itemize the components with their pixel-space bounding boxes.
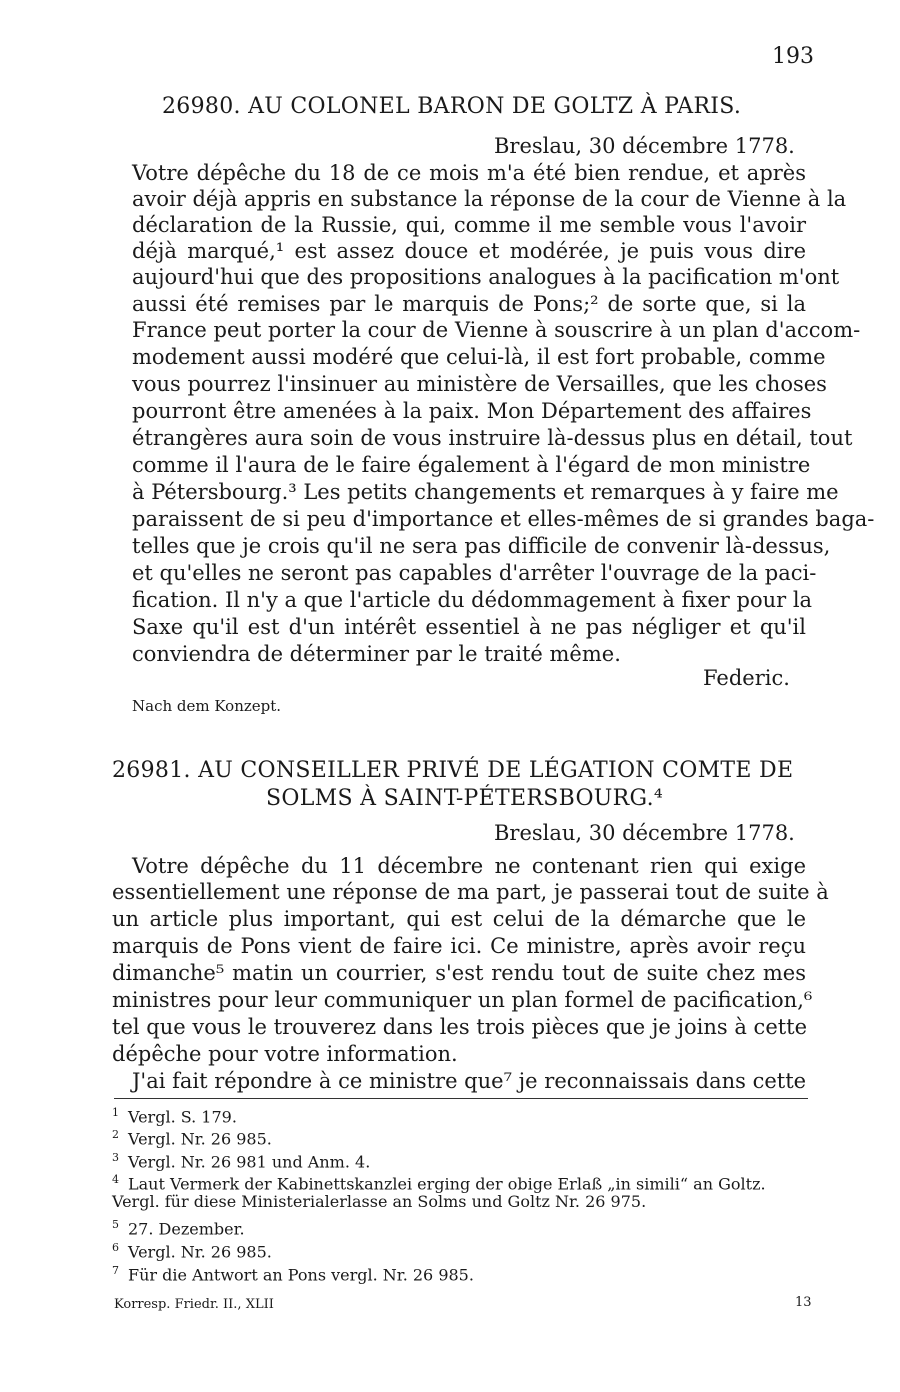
body-line: tel que vous le trouverez dans les trois pièces que je joins à cette: [112, 1015, 808, 1039]
footnote: 2 Vergl. Nr. 26 985.: [112, 1128, 272, 1149]
footnote: Vergl. für diese Ministerialerlasse an Solms und Goltz Nr. 26 975.: [112, 1192, 647, 1211]
body-line: Votre dépêche du 18 de ce mois m'a été bien rendue, et après: [132, 161, 806, 185]
letter-heading: 26980. AU COLONEL BARON DE GOLTZ À PARIS.: [162, 94, 742, 119]
footnote: 6 Vergl. Nr. 26 985.: [112, 1241, 272, 1262]
dateline: Breslau, 30 décembre 1778.: [494, 134, 795, 158]
body-line: dépêche pour votre information.: [112, 1042, 458, 1066]
footnote: 5 27. Dezember.: [112, 1218, 245, 1239]
body-line: un article plus important, qui est celui de la démarche que le: [112, 907, 806, 931]
body-line: étrangères aura soin de vous instruire là-dessus plus en détail, tout: [132, 426, 853, 450]
letter-heading: SOLMS À SAINT-PÉTERSBOURG.⁴: [266, 786, 664, 811]
body-line: aussi été remises par le marquis de Pons;² de sorte que, si la: [132, 292, 806, 316]
body-line: conviendra de déterminer par le traité même.: [132, 642, 621, 666]
body-line: France peut porter la cour de Vienne à souscrire à un plan d'accom-: [132, 318, 861, 342]
body-line: fication. Il n'y a que l'article du dédommagement à fixer pour la: [132, 588, 813, 612]
footnote: 4 Laut Vermerk der Kabinettskanzlei erging der obige Erlaß „in simili“ an Goltz.: [112, 1173, 766, 1194]
body-line: aujourd'hui que des propositions analogues à la pacification m'ont: [132, 265, 840, 289]
body-line: déclaration de la Russie, qui, comme il me semble vous l'avoir: [132, 213, 806, 237]
body-line: essentiellement une réponse de ma part, je passerai tout de suite à: [112, 880, 829, 904]
body-line: telles que je crois qu'il ne sera pas difficile de convenir là-dessus,: [132, 534, 831, 558]
body-line: à Pétersbourg.³ Les petits changements et remarques à y faire me: [132, 480, 839, 504]
body-line: modement aussi modéré que celui-là, il est fort probable, comme: [132, 345, 826, 369]
body-line: comme il l'aura de le faire également à l'égard de mon ministre: [132, 453, 811, 477]
signature: Federic.: [703, 666, 790, 690]
page-number: 193: [772, 44, 814, 69]
body-line: vous pourrez l'insinuer au ministère de Versailles, que les choses: [132, 372, 827, 396]
body-line: et qu'elles ne seront pas capables d'arrêter l'ouvrage de la paci-: [132, 561, 817, 585]
body-line: dimanche⁵ matin un courrier, s'est rendu tout de suite chez mes: [112, 961, 806, 985]
body-line: Votre dépêche du 11 décembre ne contenant rien qui exige: [132, 854, 806, 878]
body-line: Saxe qu'il est d'un intérêt essentiel à ne pas négliger et qu'il: [132, 615, 806, 639]
body-line: marquis de Pons vient de faire ici. Ce ministre, après avoir reçu: [112, 934, 806, 958]
footnote: 1 Vergl. S. 179.: [112, 1106, 237, 1127]
body-line: ministres pour leur communiquer un plan formel de pacification,⁶: [112, 988, 813, 1012]
source-note: Nach dem Konzept.: [132, 697, 282, 715]
body-line: déjà marqué,¹ est assez douce et modérée, je puis vous dire: [132, 239, 806, 263]
footnote: 7 Für die Antwort an Pons vergl. Nr. 26 985.: [112, 1264, 474, 1285]
dateline: Breslau, 30 décembre 1778.: [494, 821, 795, 845]
footnote-rule: [114, 1098, 808, 1099]
body-line: paraissent de si peu d'importance et elles-mêmes de si grandes baga-: [132, 507, 875, 531]
footer-signature-mark: Korresp. Friedr. II., XLII: [114, 1297, 274, 1312]
body-line: pourront être amenées à la paix. Mon Département des affaires: [132, 399, 812, 423]
footer-sheet-number: 13: [795, 1295, 812, 1310]
footnote: 3 Vergl. Nr. 26 981 und Anm. 4.: [112, 1151, 371, 1172]
body-line: avoir déjà appris en substance la réponse de la cour de Vienne à la: [132, 187, 847, 211]
body-line: J'ai fait répondre à ce ministre que⁷ je reconnaissais dans cette: [132, 1069, 807, 1093]
letter-heading: 26981. AU CONSEILLER PRIVÉ DE LÉGATION COMTE DE: [112, 758, 794, 783]
